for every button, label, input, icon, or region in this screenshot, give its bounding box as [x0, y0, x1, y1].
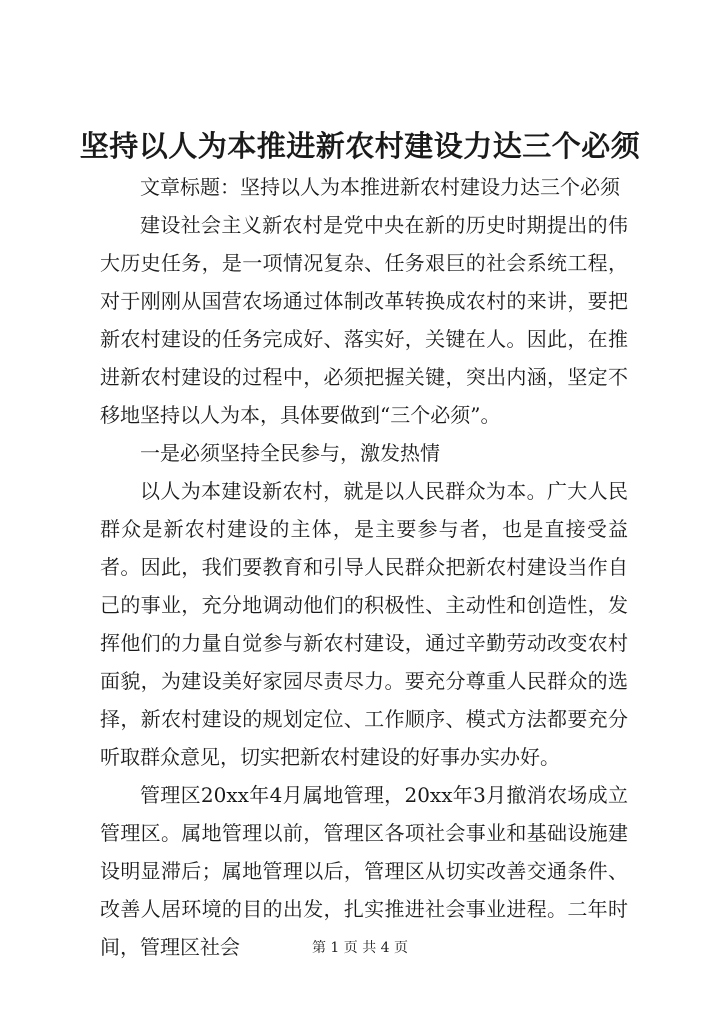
- intro-paragraph: 建设社会主义新农村是党中央在新的历史时期提出的伟大历史任务，是一项情况复杂、任务艰巨的社会系统工程，对于刚刚从国营农场通过体制改革转换成农村的来讲，要把新农村建设的任务完成好、落实好，关键在人。因此，在推进新农村建设的过程中，必须把握关键，突出内涵，坚定不移地坚持以人为本，具体要做到“三个必须”。: [100, 213, 628, 427]
- management-zone-paragraph: 管理区20xx年4月属地管理，20xx年3月撤消农场成立管理区。属地管理以前，管理区各项社会事业和基础设施建设明显滞后；属地管理以后，管理区从切实改善交通条件、改善人居环境的目的出发，扎实推进社会事业进程。二年时间，管理区社会: [100, 783, 628, 959]
- section-1-paragraph: 以人为本建设新农村，就是以人民群众为本。广大人民群众是新农村建设的主体，是主要参与者，也是直接受益者。因此，我们要教育和引导人民群众把新农村建设当作自己的事业，充分地调动他们的积极性、主动性和创造性，发挥他们的力量自觉参与新农村建设，通过辛勤劳动改变农村面貌，为建设美好家园尽责尽力。要充分尊重人民群众的选择，新农村建设的规划定位、工作顺序、模式方法都要充分听取群众意见，切实把新农村建设的好事办实办好。: [100, 479, 628, 769]
- section-heading-1: 一是必须坚持全民参与，激发热情: [140, 441, 440, 465]
- page-number-footer: 第 1 页 共 4 页: [311, 940, 409, 956]
- article-title-line: 文章标题：坚持以人为本推进新农村建设力达三个必须: [140, 175, 620, 199]
- document-title: 坚持以人为本推进新农村建设力达三个必须: [79, 129, 641, 163]
- document-body: [100, 168, 628, 966]
